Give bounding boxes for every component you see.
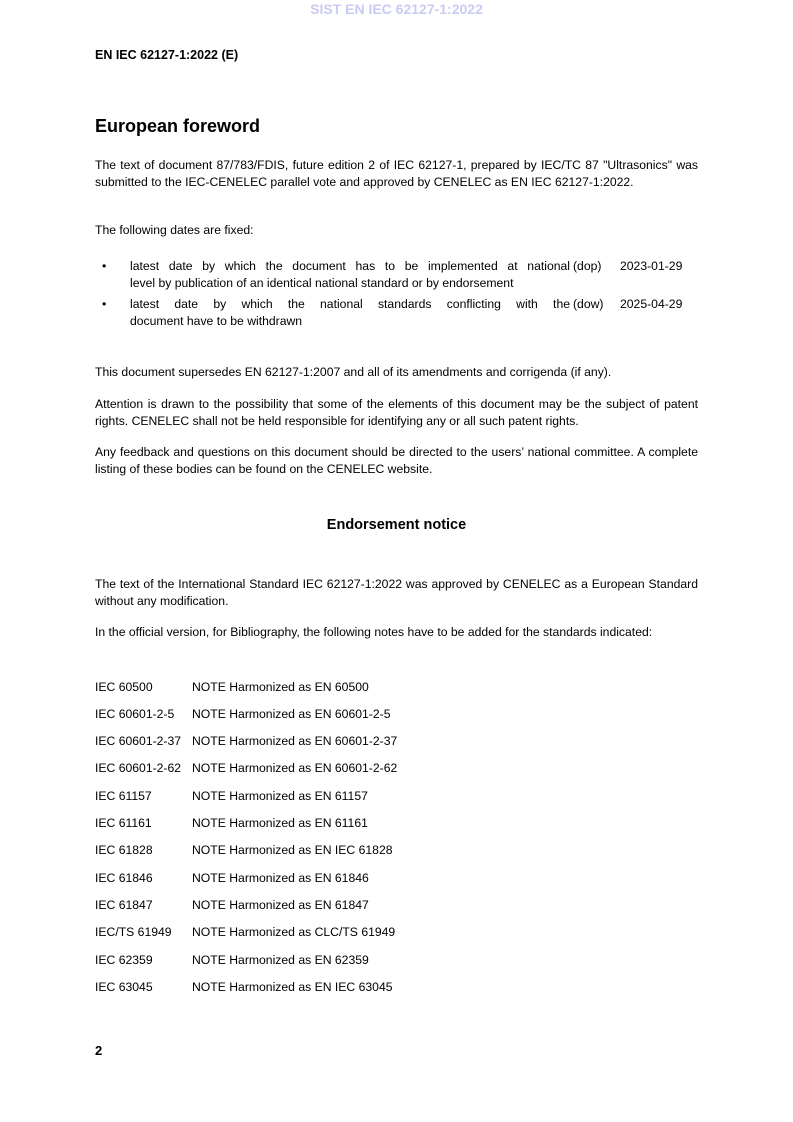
reference-note: NOTE Harmonized as EN 60601-2-62 bbox=[192, 761, 398, 775]
reference-id: IEC/TS 61949 bbox=[95, 925, 172, 939]
reference-note: NOTE Harmonized as EN IEC 63045 bbox=[192, 980, 393, 994]
reference-note: NOTE Harmonized as EN 61847 bbox=[192, 898, 369, 912]
date-item-tag: (dow) bbox=[573, 297, 604, 311]
bullet-icon: • bbox=[102, 297, 107, 311]
patent-paragraph: Attention is drawn to the possibility that some of the elements of this document may be the subject of patent rights. CENELEC shall not be held responsible for identifying any or all such patent rights. bbox=[95, 397, 698, 428]
reference-note: NOTE Harmonized as EN IEC 61828 bbox=[192, 843, 393, 857]
reference-id: IEC 61157 bbox=[95, 789, 152, 803]
date-item-date: 2025-04-29 bbox=[620, 297, 683, 311]
reference-id: IEC 61161 bbox=[95, 816, 152, 830]
reference-id: IEC 60601-2-5 bbox=[95, 707, 175, 721]
reference-id: IEC 63045 bbox=[95, 980, 153, 994]
page-number: 2 bbox=[95, 1043, 103, 1058]
reference-id: IEC 61828 bbox=[95, 843, 153, 857]
reference-note: NOTE Harmonized as EN 62359 bbox=[192, 953, 369, 967]
reference-id: IEC 61846 bbox=[95, 871, 153, 885]
reference-id: IEC 60601-2-37 bbox=[95, 734, 182, 748]
foreword-intro: The text of document 87/783/FDIS, future edition 2 of IEC 62127-1, prepared by IEC/TC 87 "Ultrasonics" was submitted to the IEC-CENELEC parallel vote and approved by CENELEC as EN IEC 62127-1:2022. bbox=[95, 158, 698, 189]
watermark: SIST EN IEC 62127-1:2022 bbox=[310, 1, 483, 17]
date-item-text-cont: document have to be withdrawn bbox=[130, 313, 303, 328]
reference-note: NOTE Harmonized as EN 60500 bbox=[192, 680, 369, 694]
document-id: EN IEC 62127-1:2022 (E) bbox=[95, 48, 239, 62]
endorsement-approval: The text of the International Standard IEC 62127-1:2022 was approved by CENELEC as a European Standard without any modification. bbox=[95, 577, 698, 608]
endorsement-heading: Endorsement notice bbox=[326, 517, 467, 533]
reference-note: NOTE Harmonized as EN 60601-2-5 bbox=[192, 707, 391, 721]
feedback-paragraph: Any feedback and questions on this document should be directed to the users’ national committee. A complete listing of these bodies can be found on the CENELEC website. bbox=[95, 445, 698, 476]
reference-note: NOTE Harmonized as EN 60601-2-37 bbox=[192, 734, 398, 748]
reference-note: NOTE Harmonized as EN 61161 bbox=[192, 816, 368, 830]
reference-note: NOTE Harmonized as EN 61157 bbox=[192, 789, 368, 803]
reference-id: IEC 60601-2-62 bbox=[95, 761, 182, 775]
bibliography-intro: In the official version, for Bibliography, the following notes have to be added for the standards indicated: bbox=[95, 625, 653, 639]
date-item-text: latest date by which the document has to be implemented at national bbox=[130, 259, 570, 273]
reference-id: IEC 62359 bbox=[95, 953, 153, 967]
supersedes-paragraph: This document supersedes EN 62127-1:2007 and all of its amendments and corrigenda (if any). bbox=[95, 365, 612, 379]
foreword-heading: European foreword bbox=[95, 116, 261, 136]
reference-id: IEC 60500 bbox=[95, 680, 153, 694]
reference-note: NOTE Harmonized as CLC/TS 61949 bbox=[192, 925, 396, 939]
dates-intro: The following dates are fixed: bbox=[95, 223, 254, 237]
bullet-icon: • bbox=[102, 259, 107, 273]
date-item-date: 2023-01-29 bbox=[620, 259, 683, 273]
date-item-text-cont: level by publication of an identical national standard or by endorsement bbox=[130, 275, 514, 290]
reference-id: IEC 61847 bbox=[95, 898, 153, 912]
date-item-text: latest date by which the national standards conflicting with the bbox=[130, 297, 570, 311]
date-item-tag: (dop) bbox=[573, 259, 602, 273]
reference-note: NOTE Harmonized as EN 61846 bbox=[192, 871, 369, 885]
